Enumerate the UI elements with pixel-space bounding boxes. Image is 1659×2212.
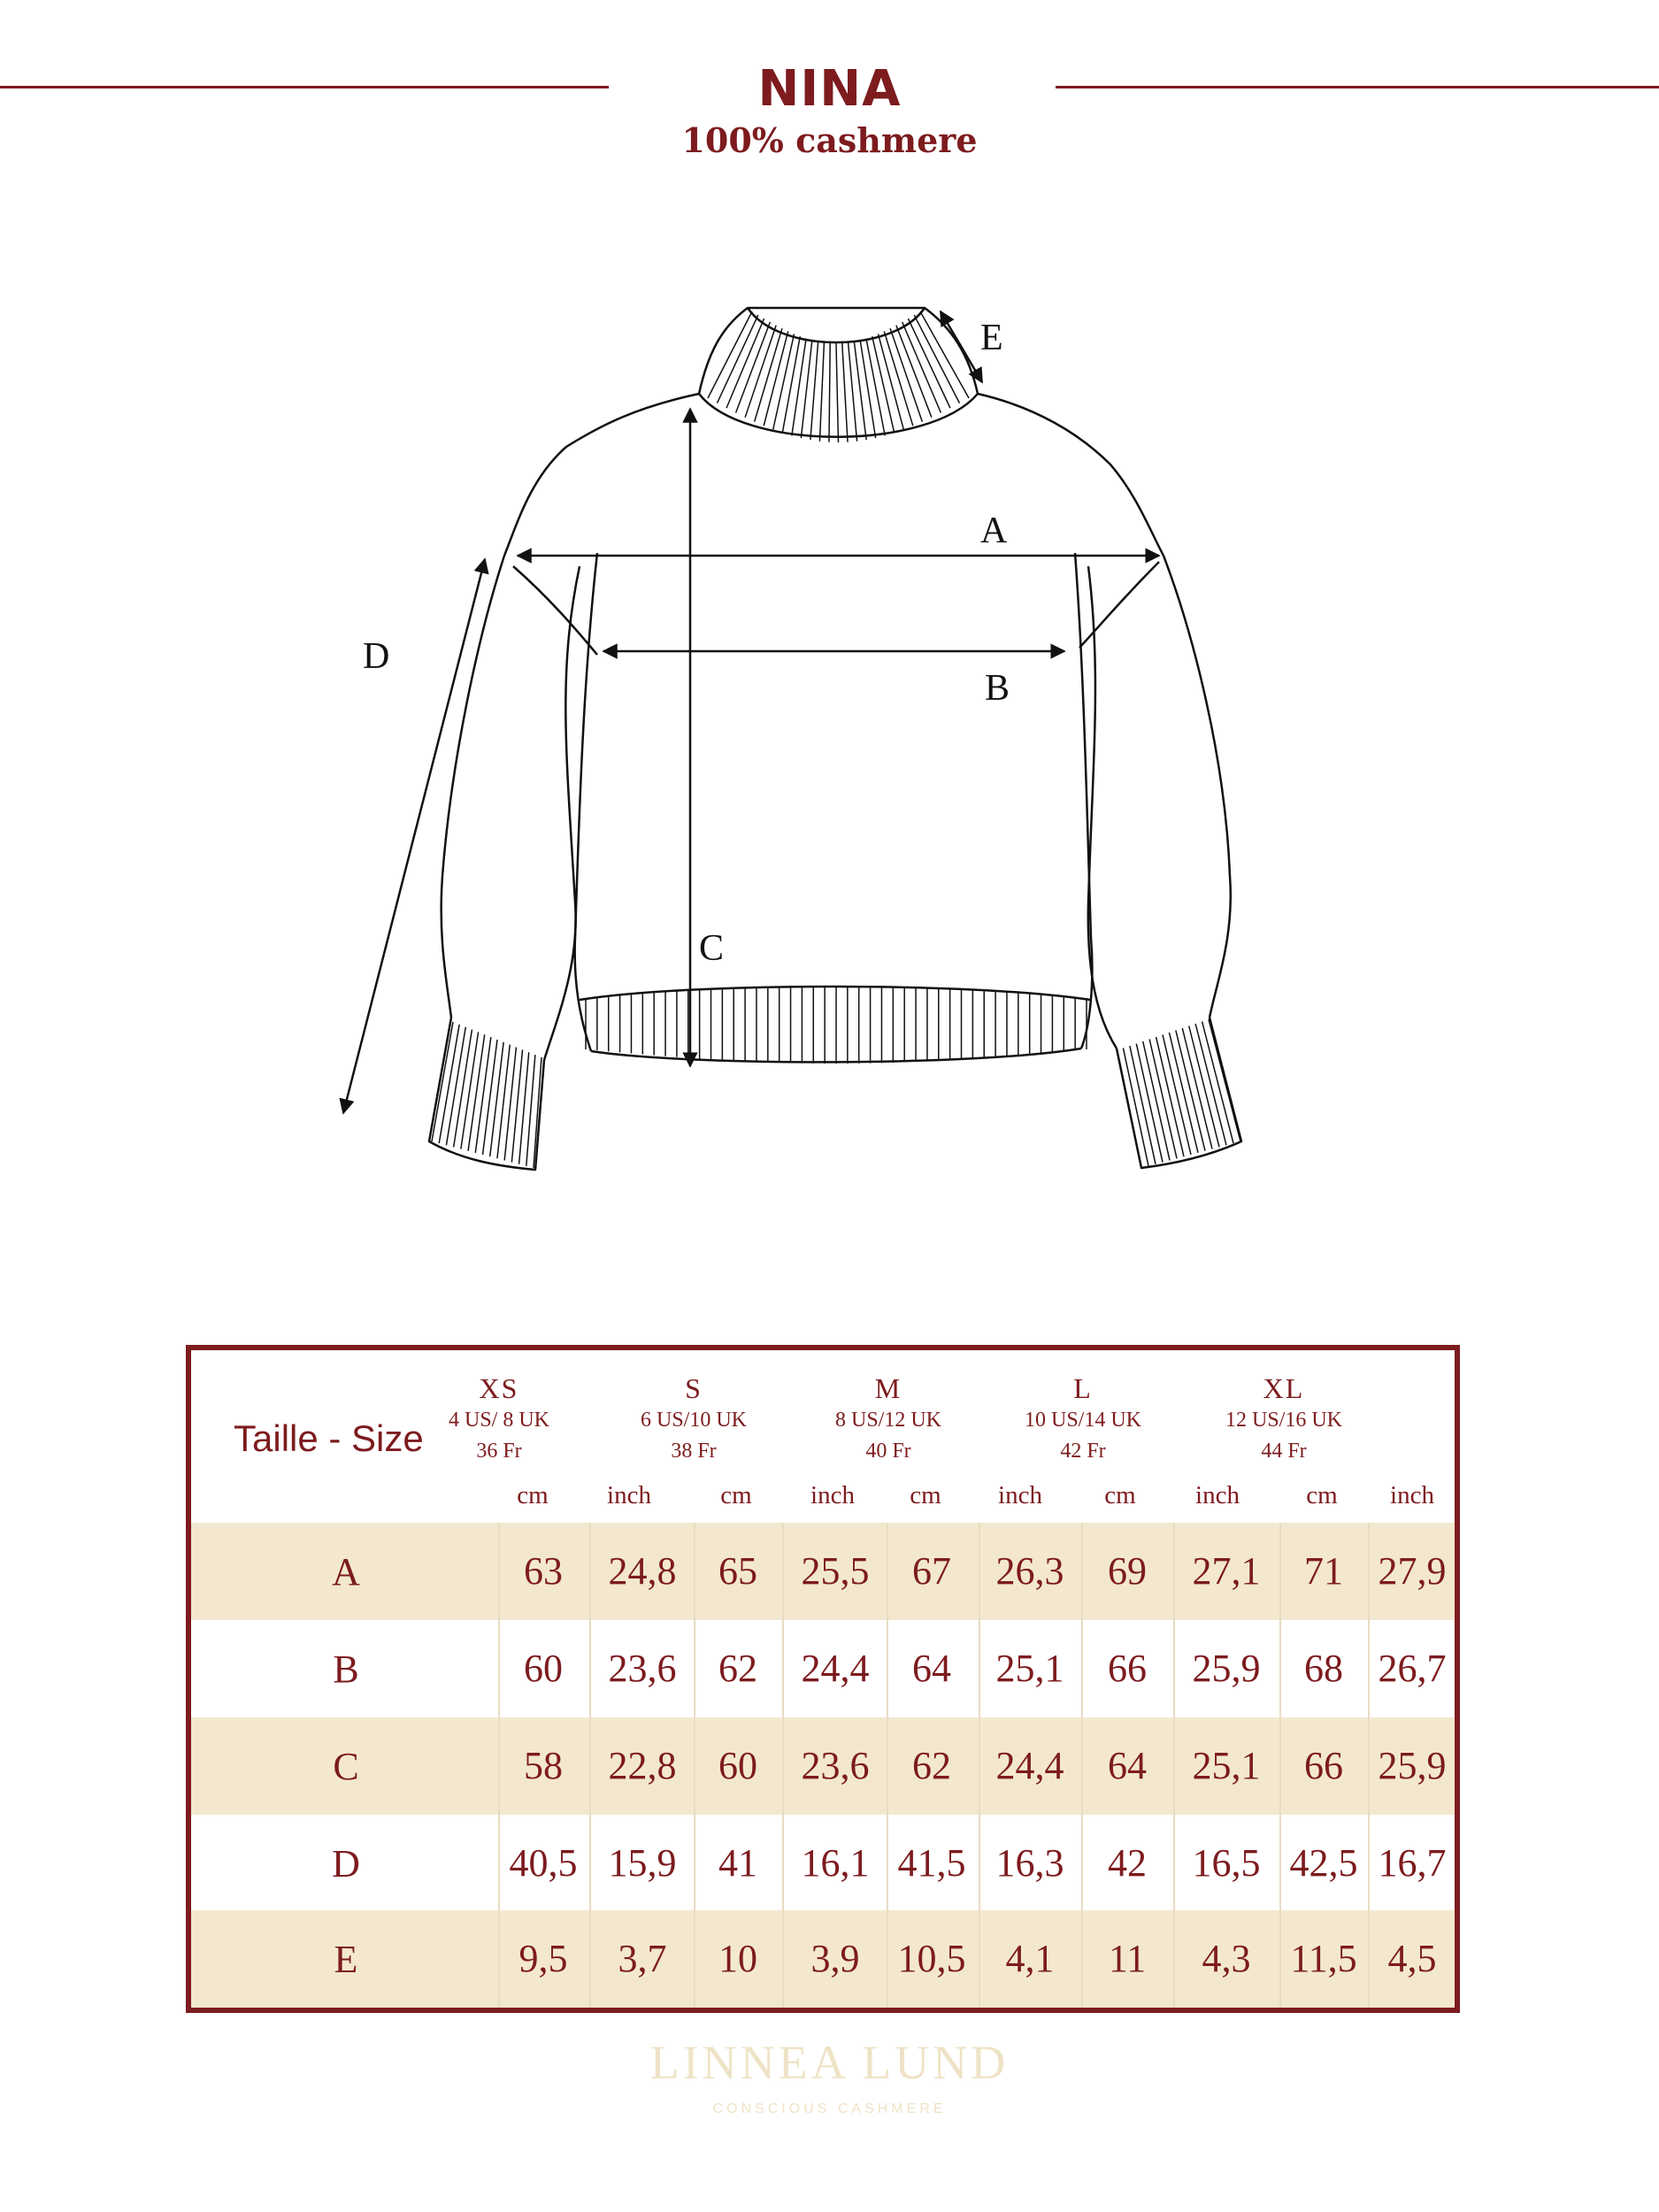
rib-line (801, 340, 812, 438)
size-header: Taille - Size (234, 1417, 424, 1459)
size-fr: 40 Fr (865, 1440, 911, 1463)
table-cell: 27,1 (1192, 1549, 1261, 1593)
table-cell: 60 (524, 1647, 563, 1690)
dim-label-c: C (699, 928, 725, 969)
table-cell: 62 (912, 1744, 951, 1787)
table-cell: 23,6 (608, 1647, 677, 1690)
unit-inch: inch (1390, 1481, 1434, 1509)
body-right-side (1075, 553, 1092, 1048)
column-divider (1173, 1523, 1175, 2008)
rib-line (842, 343, 848, 442)
rib-line (829, 343, 830, 442)
unit-inch: inch (1195, 1481, 1240, 1509)
size-table (186, 1345, 1460, 2013)
table-cell: 63 (524, 1549, 563, 1593)
table-cell: 62 (718, 1647, 757, 1690)
rib-line (718, 315, 758, 403)
table-cell: 25,9 (1378, 1744, 1447, 1787)
dim-label-a: A (980, 511, 1008, 551)
size-us-uk: 4 US/ 8 UK (448, 1409, 549, 1432)
column-divider (782, 1523, 784, 2008)
rib-line (1163, 1035, 1191, 1156)
row-label: B (333, 1647, 359, 1691)
size-col-s (605, 1371, 782, 1467)
unit-cm: cm (1104, 1481, 1136, 1509)
table-cell: 60 (718, 1744, 757, 1787)
table-cell: 4,5 (1387, 1937, 1437, 1980)
table-cell: 68 (1304, 1647, 1343, 1690)
size-col-xs (411, 1371, 588, 1467)
table-cell: 24,4 (995, 1744, 1064, 1787)
unit-inch: inch (607, 1481, 651, 1509)
table-cell: 25,5 (801, 1549, 870, 1593)
table-row (191, 1717, 1455, 1815)
table-cell: 24,4 (801, 1647, 870, 1690)
dim-label-b: B (985, 668, 1010, 709)
rib-line (782, 336, 800, 433)
right-sleeve-outer (1164, 556, 1231, 1018)
rib-line (819, 342, 824, 442)
table-cell: 15,9 (608, 1841, 677, 1885)
left-cuff (429, 1018, 544, 1170)
column-divider (694, 1523, 695, 2008)
size-name: M (874, 1372, 902, 1404)
table-cell: 9,5 (518, 1937, 568, 1980)
table-row (191, 1910, 1455, 2008)
rib-line (1169, 1033, 1198, 1153)
row-label: C (333, 1745, 359, 1788)
rib-line (860, 340, 876, 438)
column-divider (589, 1523, 591, 2008)
table-cell: 64 (1108, 1744, 1147, 1787)
table-cell: 40,5 (509, 1841, 578, 1885)
size-name: S (685, 1372, 703, 1404)
ribbing-lines (432, 311, 1240, 1168)
rib-line (890, 328, 922, 421)
size-fr: 44 Fr (1261, 1440, 1307, 1463)
rib-line (745, 326, 776, 418)
size-fr: 36 Fr (476, 1440, 522, 1463)
rib-line (1156, 1037, 1184, 1156)
size-name: XS (479, 1372, 519, 1404)
table-cell: 3,7 (618, 1937, 667, 1980)
size-col-l (995, 1371, 1171, 1467)
left-sleeve-inner (544, 566, 580, 1060)
column-divider (979, 1523, 980, 2008)
table-cell: 64 (912, 1647, 951, 1690)
table-cell: 3,9 (810, 1937, 860, 1980)
rib-line (1176, 1031, 1205, 1151)
table-cell: 26,3 (995, 1549, 1064, 1593)
table-cell: 22,8 (608, 1744, 677, 1787)
rib-line (461, 1032, 479, 1148)
table-row (191, 1620, 1455, 1717)
table-cell: 71 (1304, 1549, 1343, 1593)
size-name: L (1073, 1372, 1093, 1404)
table-cell: 69 (1108, 1549, 1147, 1593)
dim-label-e: E (980, 318, 1003, 358)
size-us-uk: 8 US/12 UK (834, 1409, 941, 1432)
rib-line (908, 319, 950, 408)
table-cell: 67 (912, 1549, 951, 1593)
table-cell: 41,5 (897, 1841, 966, 1885)
table-cell: 23,6 (801, 1744, 870, 1787)
table-cell: 26,7 (1378, 1647, 1447, 1690)
right-cuff (1117, 1018, 1241, 1168)
table-cell: 4,1 (1005, 1937, 1055, 1980)
unit-cm: cm (720, 1481, 752, 1509)
size-us-uk: 6 US/10 UK (640, 1409, 747, 1432)
rib-line (736, 322, 771, 413)
size-fr: 38 Fr (671, 1440, 717, 1463)
size-col-m (800, 1371, 977, 1467)
unit-inch: inch (998, 1481, 1042, 1509)
dimension-e-arrow (941, 311, 982, 382)
size-fr: 42 Fr (1060, 1440, 1106, 1463)
table-cell: 11,5 (1290, 1937, 1357, 1980)
table-cell: 66 (1108, 1647, 1147, 1690)
rib-line (810, 342, 818, 440)
table-cell: 25,1 (1192, 1744, 1261, 1787)
table-cell: 66 (1304, 1744, 1343, 1787)
table-row (191, 1815, 1455, 1912)
product-title: NINA (757, 60, 902, 118)
table-cell: 25,9 (1192, 1647, 1261, 1690)
unit-inch: inch (810, 1481, 855, 1509)
size-col-xl (1195, 1371, 1372, 1467)
row-label: E (334, 1938, 358, 1981)
table-cell: 65 (718, 1549, 757, 1593)
product-subtitle: 100% cashmere (681, 120, 978, 160)
table-cell: 16,7 (1378, 1841, 1447, 1885)
rib-line (1123, 1048, 1148, 1166)
rib-line (1195, 1024, 1226, 1145)
table-cell: 16,3 (995, 1841, 1064, 1885)
hem-top (580, 987, 1090, 1000)
table-cell: 10 (718, 1937, 757, 1980)
column-divider (498, 1523, 500, 2008)
table-cell: 10,5 (897, 1937, 966, 1980)
rib-line (497, 1045, 510, 1159)
left-shoulder (504, 394, 699, 556)
brand-tagline: CONSCIOUS CASHMERE (712, 2101, 947, 2116)
table-cell: 11 (1108, 1937, 1147, 1980)
rib-line (504, 1048, 516, 1161)
rib-line (902, 322, 941, 413)
rib-line (483, 1040, 498, 1155)
body-left-side (575, 553, 597, 1051)
size-us-uk: 10 US/14 UK (1024, 1409, 1141, 1432)
unit-cm: cm (1306, 1481, 1338, 1509)
table-cell: 25,1 (995, 1647, 1064, 1690)
left-sleeve-outer (442, 556, 504, 1018)
unit-cm: cm (517, 1481, 549, 1509)
table-cell: 16,5 (1192, 1841, 1261, 1885)
size-us-uk: 12 US/16 UK (1225, 1409, 1342, 1432)
rib-line (1149, 1040, 1177, 1159)
row-label: D (332, 1842, 360, 1886)
size-name: XL (1263, 1372, 1305, 1404)
rib-line (1130, 1046, 1156, 1164)
left-armhole (513, 566, 597, 655)
column-divider (887, 1523, 888, 2008)
table-cell: 58 (524, 1744, 563, 1787)
rib-line (792, 338, 806, 435)
collar-opening (748, 308, 925, 342)
table-cell: 16,1 (801, 1841, 870, 1885)
dim-label-d: D (363, 636, 390, 677)
rib-line (1136, 1044, 1163, 1163)
rib-line (490, 1042, 503, 1156)
row-label: A (332, 1550, 360, 1594)
rib-line (1143, 1041, 1170, 1160)
rib-line (1182, 1028, 1212, 1149)
column-divider (1368, 1523, 1370, 2008)
unit-cm: cm (910, 1481, 941, 1509)
table-cell: 27,9 (1378, 1549, 1447, 1593)
rib-line (1117, 1050, 1141, 1168)
table-cell: 24,8 (608, 1549, 677, 1593)
table-cell: 42 (1108, 1841, 1147, 1885)
table-cell: 42,5 (1289, 1841, 1358, 1885)
rib-line (836, 343, 839, 442)
column-divider (1279, 1523, 1281, 2008)
table-row (191, 1523, 1455, 1620)
table-cell: 41 (718, 1841, 757, 1885)
rib-line (475, 1037, 491, 1153)
brand-logo: LINNEA LUND (649, 2036, 1010, 2089)
column-divider (1081, 1523, 1083, 2008)
rib-line (468, 1034, 485, 1150)
rib-line (726, 319, 764, 408)
table-cell: 4,3 (1202, 1937, 1251, 1980)
